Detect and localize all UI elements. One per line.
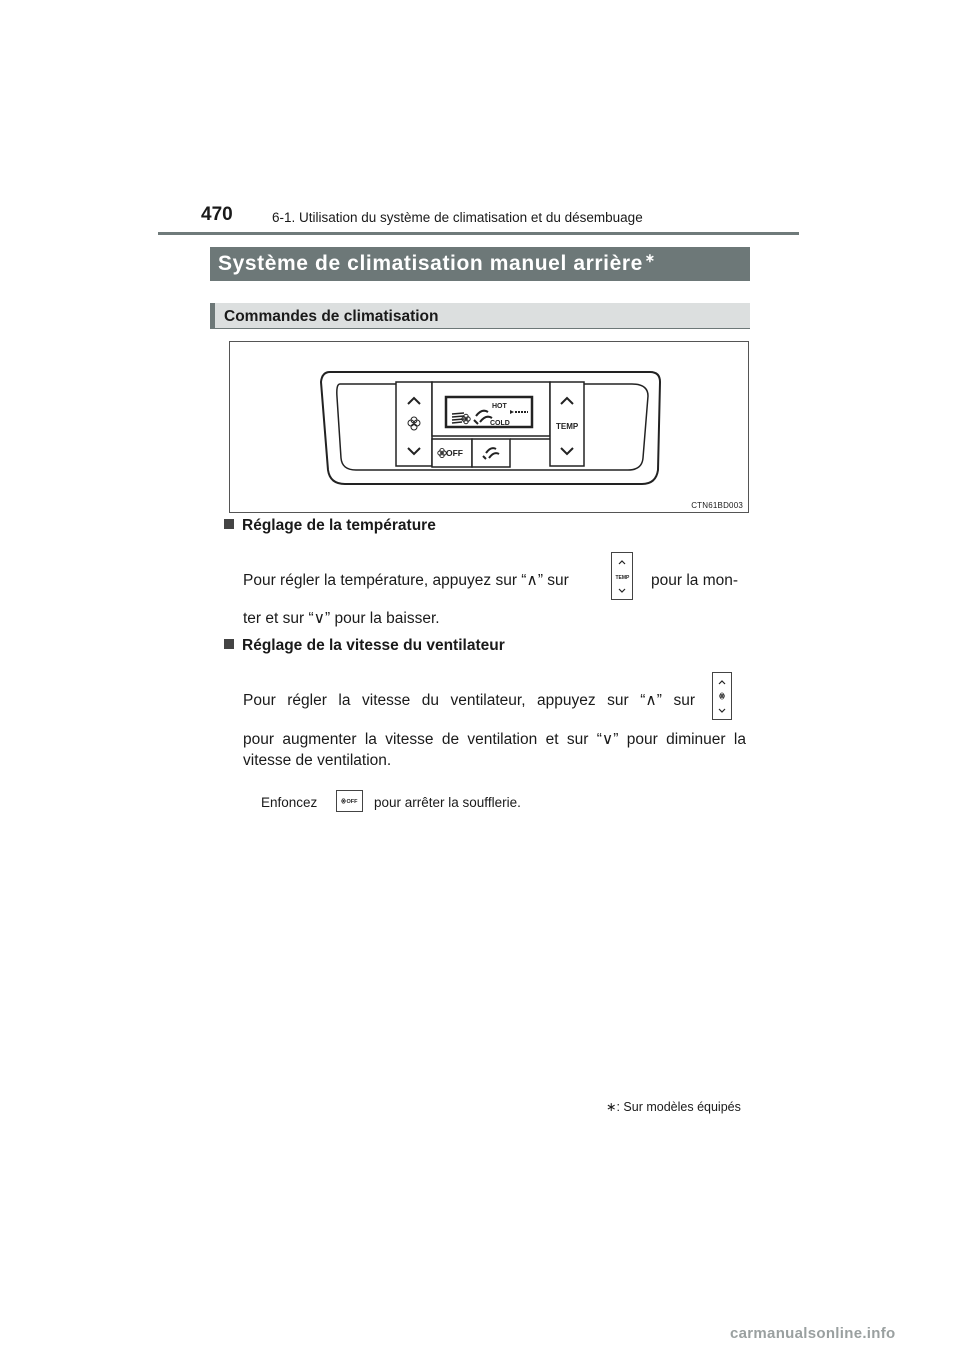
display-hot-label: HOT xyxy=(492,403,507,410)
temp-button-inline-icon xyxy=(611,552,633,600)
temperature-line-1c: pour la mon- xyxy=(651,572,739,589)
control-panel-figure xyxy=(229,341,749,513)
down-symbol: ∨ xyxy=(601,731,614,748)
optional-equipment-mark: ∗ xyxy=(644,251,656,265)
footnote-mark: ∗ xyxy=(606,1100,617,1114)
temperature-heading-text: Réglage de la température xyxy=(242,517,436,534)
section-title xyxy=(210,247,750,281)
temp-mini-label: TEMP xyxy=(615,575,630,581)
fan-line-1: Pour régler la vitesse du ventilateur, appuyez sur “∧” sur xyxy=(243,692,695,709)
chapter-heading: 6-1. Utilisation du système de climatisation et du désembuage xyxy=(272,210,643,225)
page-number: 470 xyxy=(201,204,233,225)
temp-label: TEMP xyxy=(556,422,579,431)
subsection-underline xyxy=(210,328,750,329)
temperature-heading xyxy=(224,517,436,535)
bullet-square xyxy=(224,639,234,649)
subsection-title: Commandes de climatisation xyxy=(210,303,750,329)
climate-control-panel-illustration xyxy=(230,342,748,512)
status-display xyxy=(446,397,532,427)
fan-off-button xyxy=(432,439,472,467)
up-symbol: ∧ xyxy=(645,692,657,709)
fan-speed-heading xyxy=(224,637,505,655)
watermark: carmanualsonline.info xyxy=(730,1325,896,1342)
header-rule xyxy=(158,232,799,235)
temperature-line-2: ter et sur “∨” pour la baisser. xyxy=(243,610,440,627)
temperature-rocker xyxy=(550,382,584,466)
down-symbol: ∨ xyxy=(313,610,325,627)
fan-speed-rocker xyxy=(396,382,432,466)
section-title-text: Système de climatisation manuel arrière xyxy=(218,252,643,275)
fan-button-inline-icon xyxy=(712,672,732,720)
air-outlet-mode-button xyxy=(472,439,510,467)
up-symbol: ∧ xyxy=(526,572,538,589)
footnote xyxy=(606,1099,741,1114)
fan-speed-heading-text: Réglage de la vitesse du ventilateur xyxy=(242,637,505,654)
display-cold-label: COLD xyxy=(490,420,510,427)
footnote-text: : Sur modèles équipés xyxy=(616,1100,741,1114)
off-button-inline-icon xyxy=(336,790,363,812)
bullet-square xyxy=(224,519,234,529)
temperature-line-1a: Pour régler la température, appuyez sur “∧” sur xyxy=(243,572,569,589)
off-note-before: Enfoncez xyxy=(261,795,318,810)
off-note-after: pour arrêter la soufflerie. xyxy=(374,795,521,810)
figure-code: CTN61BD003 xyxy=(691,501,743,510)
fan-line-2: pour augmenter la vitesse de ventilation et sur “∨” pour diminuer la xyxy=(243,731,746,748)
fan-line-3: vitesse de ventilation. xyxy=(243,752,392,769)
off-mini-label: OFF xyxy=(346,799,358,805)
off-button-label: OFF xyxy=(446,448,463,458)
